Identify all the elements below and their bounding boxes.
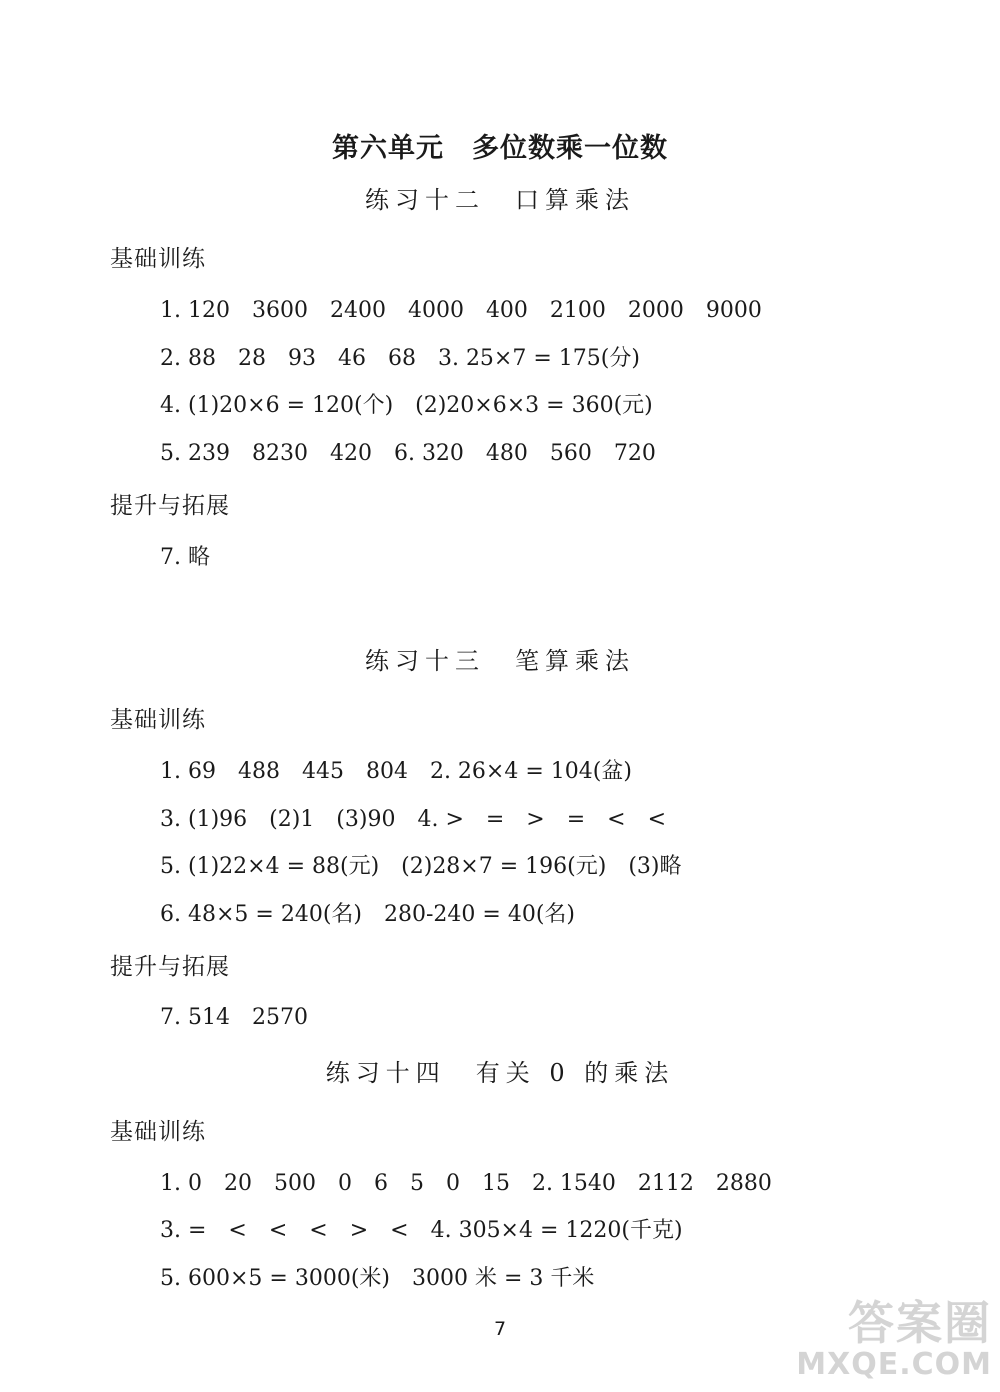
exercise-14-title: 练习十四 有关 0 的乘法	[325, 1059, 675, 1087]
unit-title: 第六单元 多位数乘一位数	[332, 133, 668, 164]
answer-line: 2. 88 28 93 46 68 3. 25×7 = 175(分)	[160, 346, 640, 371]
answer-line: 3. = < < < > < 4. 305×4 = 1220(千克)	[160, 1218, 683, 1243]
exercise-12-title: 练习十二 口算乘法	[365, 186, 635, 214]
watermark-logo	[796, 1298, 992, 1382]
answer-line: 6. 48×5 = 240(名) 280-240 = 40(名)	[160, 902, 575, 927]
exercise-13-title: 练习十三 笔算乘法	[365, 647, 635, 675]
watermark-domain: MXQE.COM	[796, 1347, 992, 1382]
page-number: 7	[493, 1318, 507, 1340]
answer-line: 4. (1)20×6 = 120(个) (2)20×6×3 = 360(元)	[160, 393, 653, 418]
answer-line: 5. 600×5 = 3000(米) 3000 米 = 3 千米	[160, 1266, 595, 1291]
answer-line: 1. 69 488 445 804 2. 26×4 = 104(盆)	[160, 759, 632, 784]
section-heading-extension: 提升与拓展	[110, 493, 230, 519]
answer-line: 3. (1)96 (2)1 (3)90 4. > = > = < <	[160, 807, 667, 832]
section-heading-basic: 基础训练	[110, 707, 206, 733]
answer-line: 7. 略	[160, 545, 210, 570]
answer-line: 1. 0 20 500 0 6 5 0 15 2. 1540 2112 2880	[160, 1171, 772, 1196]
section-heading-extension: 提升与拓展	[110, 954, 230, 980]
watermark-text: 答案圈	[848, 1296, 992, 1350]
section-heading-basic: 基础训练	[110, 1119, 206, 1145]
answer-line: 5. (1)22×4 = 88(元) (2)28×7 = 196(元) (3)略	[160, 854, 682, 879]
section-heading-basic: 基础训练	[110, 246, 206, 272]
answer-line: 1. 120 3600 2400 4000 400 2100 2000 9000	[160, 298, 762, 323]
answer-line: 7. 514 2570	[160, 1005, 308, 1030]
answer-line: 5. 239 8230 420 6. 320 480 560 720	[160, 441, 656, 466]
